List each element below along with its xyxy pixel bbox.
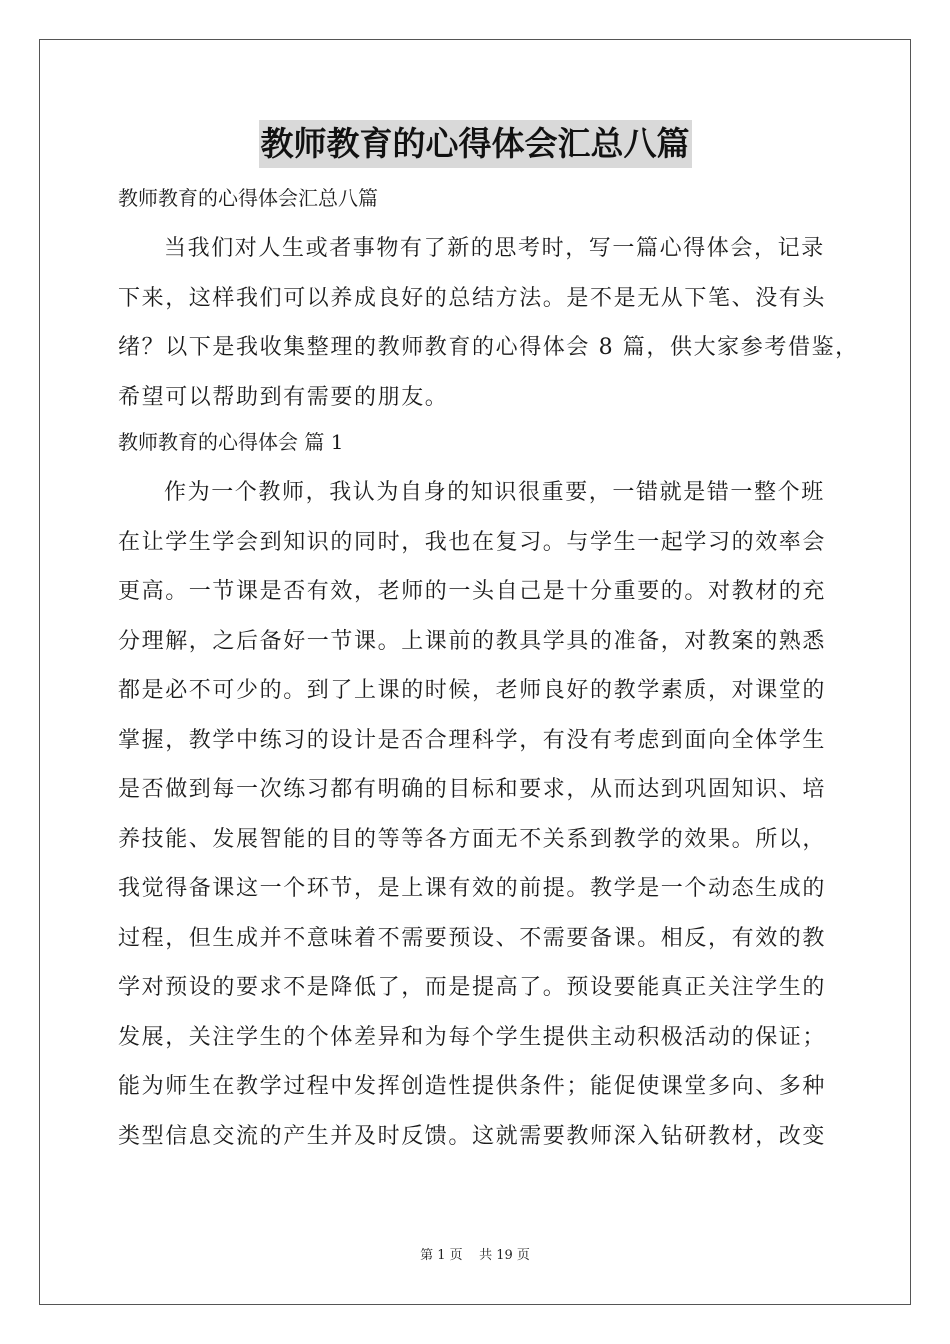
document-body (118, 178, 859, 1161)
intro-line: 当我们对人生或者事物有了新的思考时，写一篇心得体会，记录 (164, 236, 825, 261)
body-line: 在让学生学会到知识的同时，我也在复习。与学生一起学习的效率会 (118, 529, 827, 555)
body-line: 作为一个教师，我认为自身的知识很重要，一错就是错一整个班 (164, 480, 825, 505)
body-line: 类型信息交流的产生并及时反馈。这就需要教师深入钻研教材，改变 (118, 1123, 827, 1149)
body-line: 都是必不可少的。到了上课的时候，老师良好的教学素质，对课堂的 (118, 678, 827, 703)
intro-line: 绪？以下是我收集整理的教师教育的心得体会 8 篇，供大家参考借鉴， (118, 335, 859, 360)
page-footer: 第 1 页 共 19 页 (420, 1248, 530, 1263)
body-line: 发展，关注学生的个体差异和为每个学生提供主动积极活动的保证； (118, 1024, 827, 1050)
intro-paragraph (118, 224, 859, 422)
body-line: 我觉得备课这一个环节，是上课有效的前提。教学是一个动态生成的 (118, 876, 827, 901)
body-line: 掌握，教学中练习的设计是否合理科学，有没有考虑到面向全体学生 (118, 727, 827, 753)
body-line: 过程，但生成并不意味着不需要预设、不需要备课。相反，有效的教 (118, 925, 827, 951)
body-line: 能为师生在教学过程中发挥创造性提供条件；能促使课堂多向、多种 (118, 1074, 827, 1099)
title-container (0, 120, 950, 168)
body-line: 更高。一节课是否有效，老师的一头自己是十分重要的。对教材的充 (118, 579, 827, 604)
body-line: 分理解，之后备好一节课。上课前的教具学具的准备，对教案的熟悉 (118, 628, 827, 654)
section-heading: 教师教育的心得体会 篇 1 (118, 430, 344, 454)
document-subtitle: 教师教育的心得体会汇总八篇 (118, 186, 378, 210)
document-title: 教师教育的心得体会汇总八篇 (259, 120, 692, 168)
intro-line: 下来，这样我们可以养成良好的总结方法。是不是无从下笔、没有头 (118, 285, 827, 311)
body-paragraph (118, 468, 838, 1161)
intro-line: 希望可以帮助到有需要的朋友。 (118, 384, 449, 410)
body-line: 是否做到每一次练习都有明确的目标和要求，从而达到巩固知识、培 (118, 777, 827, 802)
body-line: 学对预设的要求不是降低了，而是提高了。预设要能真正关注学生的 (118, 975, 827, 1000)
body-line: 养技能、发展智能的目的等等各方面无不关系到教学的效果。所以， (118, 826, 827, 852)
